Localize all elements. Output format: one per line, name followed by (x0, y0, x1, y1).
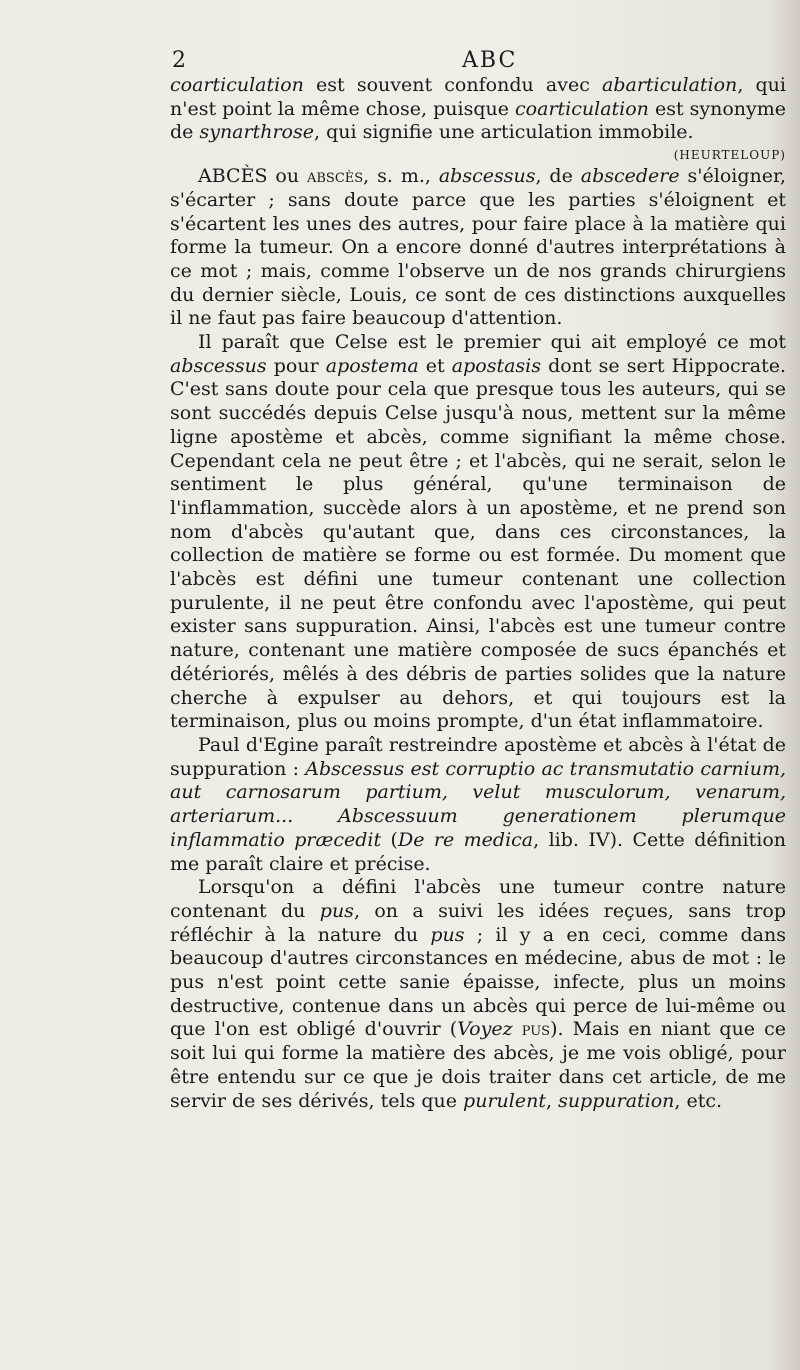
text-run: ou (267, 165, 307, 188)
term-italic: pus (319, 899, 354, 922)
text-run: ; il y a en ceci, comme dans beaucoup d'autres circonstances en médecine, abus de mot : le pus n'est point cette sanie épaisse, infecte, plus un moins destructive, contenue dans un abcès qui perce de lui-même ou que l'on est obligé d'ouvrir ( (170, 923, 786, 1041)
paragraph-continuation (170, 74, 786, 145)
term-italic: coarticulation (170, 74, 304, 96)
text-run: Paul d'Egine paraît restreindre apostème et abcès à l'état de suppuration : (170, 733, 786, 780)
latin-quotation: Abscessus est corruptio ac transmutatio carnium, aut carnosarum partium, velut musculorum, venarum, arteriarum... Abscessuum generationem plerumque inflammatio præcedit (170, 757, 786, 851)
text-run: , de (535, 165, 581, 188)
paragraph-celse (170, 331, 786, 734)
text-run: est synonyme de (170, 97, 787, 144)
term-italic: purulent (463, 1089, 546, 1112)
page-header (172, 48, 782, 76)
book-title: De re medica (397, 828, 534, 851)
text-run: Lorsqu'on a défini l'abcès une tumeur contre nature contenant du (170, 876, 786, 922)
paragraph-pus: Lorsqu'on a défini l'abcès une tumeur contre nature contenant du pus, on a suivi les idées reçues, sans trop réfléchir à la nature du pus ; il y a en ceci, comme dans beaucoup d'autres circonstances en médecine, abus de mot : le pus n'est point cette sanie épaisse, infecte, plus un moins destructive, contenue dans un abcès qui perce de lui-même ou que l'on est obligé d'ouvrir (Voyez pus). Mais en niant que ce soit lui qui forme la matière des abcès, je me vois obligé, pour être entendu sur ce que je dois traiter dans cet article, de me servir de ses dérivés, tels que purulent, suppuration, etc. (170, 876, 786, 1112)
text-run: , qui signifie une articulation immobile. (313, 121, 694, 144)
text-run: dont se sert Hippocrate. C'est sans doute pour cela que presque tous les auteurs, qui se sont succédés depuis Celse jusqu'à nous, mettent sur la même ligne apostème et abcès, comme signifiant la même chose. Cependant cela ne peut être ; et l'abcès, qui ne serait, selon le sentiment le plus général, qu'une terminaison de l'inflammation, succède alors à un apostème, et ne prend son nom d'abcès qu'autant que, dans ces circonstances, la collection de matière se forme ou est formée. Du moment que l'abcès est défini une tumeur contenant une collection purulente, il ne peut être confondu avec l'apostème, qui peut exister sans suppuration. Ainsi, l'abcès est une tumeur contre nature, contenant une matière composée de sucs épanchés et détériorés, mêlés à des débris de parties solides que la nature cherche à expulser au dehors, et qui toujours est la terminaison, plus ou moins prompte, d'un état inflammatoire. (170, 354, 786, 733)
term-italic: apostasis (451, 354, 541, 377)
term-italic: abscessus (438, 165, 536, 188)
text-run: , on a suivi les idées reçues, sans trop réfléchir à la nature du (170, 899, 786, 946)
text-run: ). Mais en niant que ce soit lui qui forme la matière des abcès, je me vois obligé, pour être entendu sur ce que je dois traiter dans cet article, de me servir de ses dérivés, tels que (170, 1018, 786, 1112)
term-italic: abarticulation (602, 74, 738, 96)
cross-reference-target: pus (521, 1018, 551, 1041)
text-run: et (418, 354, 452, 377)
term-italic: abscedere (580, 165, 680, 188)
term-italic: abscessus (170, 354, 267, 377)
text-run: , s. m., (363, 165, 439, 188)
term-italic: pus (430, 923, 465, 946)
term-italic: apostema (325, 354, 419, 377)
text-run: pour (266, 354, 326, 377)
running-head: ABC (462, 48, 518, 73)
entry-variant: abscès (306, 165, 364, 188)
text-run: est souvent confondu avec (303, 74, 603, 96)
body-text (170, 74, 786, 1113)
text-run: s'éloigner, s'écarter ; sans doute parce que les parties s'éloignent et s'écartent les unes des autres, pour faire place à la matière qui forme la tumeur. On a encore donné d'autres interprétations à ce mot ; mais, comme l'observe un de nos grands chirurgiens du dernier siècle, Louis, ce sont de ces distinctions auxquelles il ne faut pas faire beaucoup d'attention. (170, 165, 787, 330)
text-run: , etc. (674, 1089, 723, 1112)
text-run: , lib. IV). Cette définition me paraît claire et précise. (170, 828, 787, 875)
term-italic: suppuration (558, 1089, 675, 1112)
page-number: 2 (172, 48, 186, 73)
author-signature: (HEURTELOUP) (673, 148, 786, 163)
cross-reference: Voyez (457, 1018, 513, 1041)
text-run: ( (381, 828, 398, 851)
paragraph-paul-degine (170, 734, 786, 876)
term-italic: coarticulation (515, 97, 649, 120)
text-run: , qui n'est point la même chose, puisque (170, 74, 786, 120)
term-italic: synarthrose (199, 121, 314, 144)
text-run: Il paraît que Celse est le premier qui ait employé ce mot (198, 331, 786, 354)
entry-headword: ABCÈS (198, 165, 268, 188)
paragraph-abces-entry (170, 165, 786, 331)
